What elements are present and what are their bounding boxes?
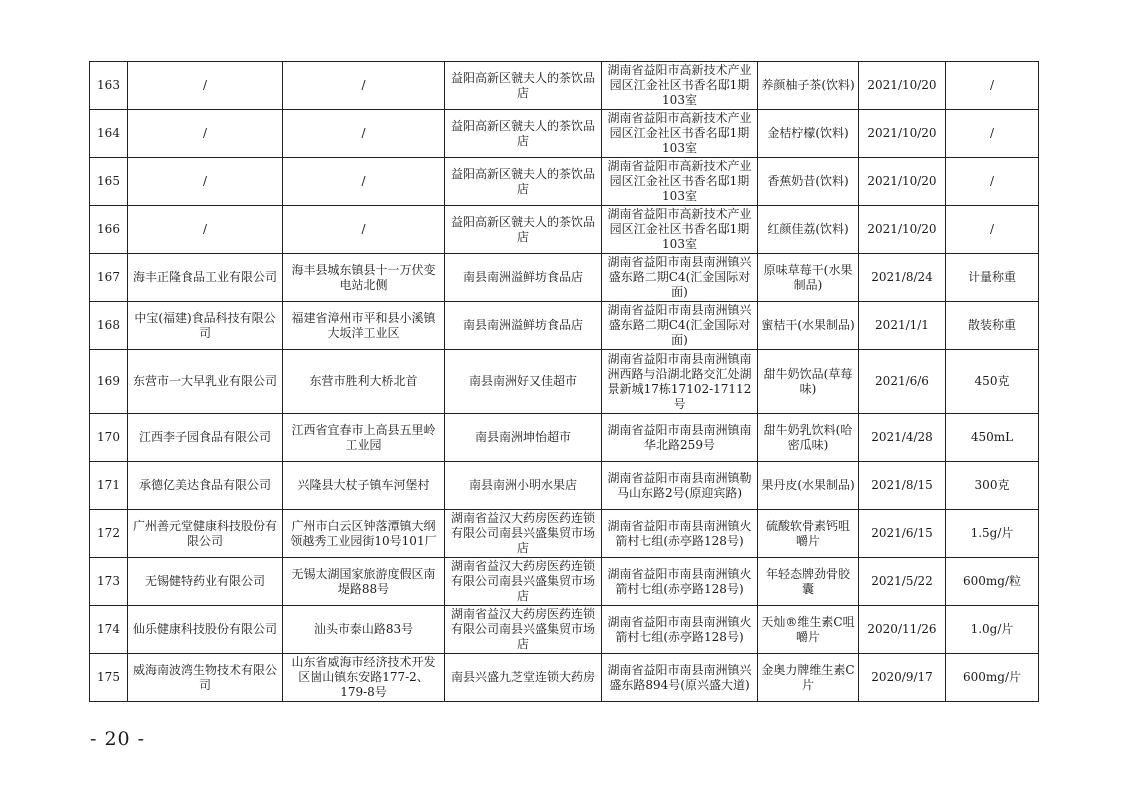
specification-cell: 1.0g/片 — [946, 606, 1039, 654]
product-name-cell: 年轻态牌劲骨胶囊 — [758, 558, 859, 606]
seller-address-cell: 湖南省益阳市高新技术产业园区江金社区书香名邸1期103室 — [602, 158, 758, 206]
seller-name-cell: 南县南洲坤怡超市 — [445, 414, 602, 462]
product-name-cell: 金奥力牌维生素C片 — [758, 654, 859, 702]
seller-address-cell: 湖南省益阳市南县南洲镇兴盛东路894号(原兴盛大道) — [602, 654, 758, 702]
manufacturer-address-cell: 汕头市泰山路83号 — [283, 606, 445, 654]
manufacturer-name-cell: 东营市一大早乳业有限公司 — [128, 350, 283, 414]
seller-address-cell: 湖南省益阳市南县南洲镇兴盛东路二期C4(汇金国际对面) — [602, 302, 758, 350]
manufacturer-name-cell: 仙乐健康科技股份有限公司 — [128, 606, 283, 654]
page-number: - 20 - — [90, 728, 146, 750]
specification-cell: / — [946, 62, 1039, 110]
manufacturer-address-cell: 广州市白云区钟落潭镇大纲领越秀工业园街10号101厂 — [283, 510, 445, 558]
manufacturer-address-cell: 福建省漳州市平和县小溪镇大坂洋工业区 — [283, 302, 445, 350]
table-row — [90, 558, 1039, 606]
table-row — [90, 302, 1039, 350]
production-date-cell: 2021/8/15 — [859, 462, 946, 510]
row-number-cell: 167 — [90, 254, 128, 302]
seller-name-cell: 益阳高新区虢夫人的茶饮品店 — [445, 62, 602, 110]
specification-cell: 450mL — [946, 414, 1039, 462]
manufacturer-name-cell: 海丰正隆食品工业有限公司 — [128, 254, 283, 302]
table-row — [90, 350, 1039, 414]
manufacturer-name-cell: 无锡健特药业有限公司 — [128, 558, 283, 606]
specification-cell: / — [946, 158, 1039, 206]
seller-address-cell: 湖南省益阳市南县南洲镇火箭村七组(赤亭路128号) — [602, 606, 758, 654]
production-date-cell: 2021/8/24 — [859, 254, 946, 302]
production-date-cell: 2021/4/28 — [859, 414, 946, 462]
row-number-cell: 175 — [90, 654, 128, 702]
specification-cell: 散装称重 — [946, 302, 1039, 350]
table-row — [90, 462, 1039, 510]
row-number-cell: 169 — [90, 350, 128, 414]
row-number-cell: 174 — [90, 606, 128, 654]
row-number-cell: 171 — [90, 462, 128, 510]
row-number-cell: 163 — [90, 62, 128, 110]
production-date-cell: 2021/10/20 — [859, 110, 946, 158]
product-name-cell: 红颜佳荔(饮料) — [758, 206, 859, 254]
production-date-cell: 2020/11/26 — [859, 606, 946, 654]
manufacturer-name-cell: 承德亿美达食品有限公司 — [128, 462, 283, 510]
manufacturer-address-cell: 兴隆县大杖子镇车河堡村 — [283, 462, 445, 510]
manufacturer-address-cell: 山东省威海市经济技术开发区崮山镇东安路177-2、179-8号 — [283, 654, 445, 702]
table-row — [90, 206, 1039, 254]
row-number-cell: 173 — [90, 558, 128, 606]
seller-address-cell: 湖南省益阳市南县南洲镇勒马山东路2号(原迎宾路) — [602, 462, 758, 510]
manufacturer-name-cell: 广州善元堂健康科技股份有限公司 — [128, 510, 283, 558]
manufacturer-address-cell: 海丰县城东镇县十一万伏变电站北侧 — [283, 254, 445, 302]
table-row — [90, 414, 1039, 462]
table-row — [90, 254, 1039, 302]
seller-address-cell: 湖南省益阳市南县南洲镇兴盛东路二期C4(汇金国际对面) — [602, 254, 758, 302]
table-row — [90, 158, 1039, 206]
product-name-cell: 养颜柚子茶(饮料) — [758, 62, 859, 110]
production-date-cell: 2021/6/15 — [859, 510, 946, 558]
manufacturer-address-cell: 江西省宜春市上高县五里岭工业园 — [283, 414, 445, 462]
seller-address-cell: 湖南省益阳市南县南洲镇南洲西路与沿湖北路交汇处湖景新城17栋17102-17112号 — [602, 350, 758, 414]
seller-address-cell: 湖南省益阳市南县南洲镇南华北路259号 — [602, 414, 758, 462]
table-row — [90, 510, 1039, 558]
production-date-cell: 2021/5/22 — [859, 558, 946, 606]
table-row — [90, 654, 1039, 702]
seller-address-cell: 湖南省益阳市高新技术产业园区江金社区书香名邸1期103室 — [602, 62, 758, 110]
specification-cell: / — [946, 206, 1039, 254]
specification-cell: 300克 — [946, 462, 1039, 510]
manufacturer-name-cell: / — [128, 110, 283, 158]
row-number-cell: 172 — [90, 510, 128, 558]
manufacturer-address-cell: 东营市胜利大桥北首 — [283, 350, 445, 414]
specification-cell: 1.5g/片 — [946, 510, 1039, 558]
seller-address-cell: 湖南省益阳市高新技术产业园区江金社区书香名邸1期103室 — [602, 110, 758, 158]
seller-name-cell: 湖南省益汉大药房医药连锁有限公司南县兴盛集贸市场店 — [445, 558, 602, 606]
manufacturer-address-cell: / — [283, 206, 445, 254]
seller-name-cell: 南县南洲小明水果店 — [445, 462, 602, 510]
manufacturer-name-cell: 江西李子园食品有限公司 — [128, 414, 283, 462]
product-name-cell: 果丹皮(水果制品) — [758, 462, 859, 510]
product-name-cell: 硫酸软骨素钙咀嚼片 — [758, 510, 859, 558]
manufacturer-name-cell: 中宝(福建)食品科技有限公司 — [128, 302, 283, 350]
table-row — [90, 606, 1039, 654]
production-date-cell: 2021/10/20 — [859, 158, 946, 206]
table-row — [90, 110, 1039, 158]
seller-address-cell: 湖南省益阳市南县南洲镇火箭村七组(赤亭路128号) — [602, 510, 758, 558]
manufacturer-address-cell: / — [283, 158, 445, 206]
seller-name-cell: 南县南洲溢鲜坊食品店 — [445, 302, 602, 350]
manufacturer-name-cell: / — [128, 158, 283, 206]
product-name-cell: 天灿®维生素C咀嚼片 — [758, 606, 859, 654]
manufacturer-name-cell: 威海南波湾生物技术有限公司 — [128, 654, 283, 702]
production-date-cell: 2021/6/6 — [859, 350, 946, 414]
seller-address-cell: 湖南省益阳市南县南洲镇火箭村七组(赤亭路128号) — [602, 558, 758, 606]
product-name-cell: 甜牛奶乳饮料(哈密瓜味) — [758, 414, 859, 462]
seller-name-cell: 益阳高新区虢夫人的茶饮品店 — [445, 110, 602, 158]
product-name-cell: 金桔柠檬(饮料) — [758, 110, 859, 158]
production-date-cell: 2021/10/20 — [859, 62, 946, 110]
seller-name-cell: 益阳高新区虢夫人的茶饮品店 — [445, 206, 602, 254]
product-name-cell: 原味草莓干(水果制品) — [758, 254, 859, 302]
row-number-cell: 164 — [90, 110, 128, 158]
seller-name-cell: 南县南洲溢鲜坊食品店 — [445, 254, 602, 302]
row-number-cell: 166 — [90, 206, 128, 254]
row-number-cell: 170 — [90, 414, 128, 462]
specification-cell: 450克 — [946, 350, 1039, 414]
results-table — [89, 61, 1039, 702]
seller-name-cell: 南县兴盛九芝堂连锁大药房 — [445, 654, 602, 702]
production-date-cell: 2021/10/20 — [859, 206, 946, 254]
seller-name-cell: 湖南省益汉大药房医药连锁有限公司南县兴盛集贸市场店 — [445, 606, 602, 654]
manufacturer-name-cell: / — [128, 62, 283, 110]
specification-cell: 计量称重 — [946, 254, 1039, 302]
row-number-cell: 168 — [90, 302, 128, 350]
manufacturer-name-cell: / — [128, 206, 283, 254]
specification-cell: 600mg/粒 — [946, 558, 1039, 606]
production-date-cell: 2021/1/1 — [859, 302, 946, 350]
product-name-cell: 甜牛奶饮品(草莓味) — [758, 350, 859, 414]
manufacturer-address-cell: / — [283, 62, 445, 110]
manufacturer-address-cell: 无锡太湖国家旅游度假区南堤路88号 — [283, 558, 445, 606]
seller-name-cell: 湖南省益汉大药房医药连锁有限公司南县兴盛集贸市场店 — [445, 510, 602, 558]
seller-name-cell: 南县南洲好又佳超市 — [445, 350, 602, 414]
product-name-cell: 蜜桔干(水果制品) — [758, 302, 859, 350]
seller-address-cell: 湖南省益阳市高新技术产业园区江金社区书香名邸1期103室 — [602, 206, 758, 254]
production-date-cell: 2020/9/17 — [859, 654, 946, 702]
product-name-cell: 香蕉奶昔(饮料) — [758, 158, 859, 206]
seller-name-cell: 益阳高新区虢夫人的茶饮品店 — [445, 158, 602, 206]
specification-cell: 600mg/片 — [946, 654, 1039, 702]
manufacturer-address-cell: / — [283, 110, 445, 158]
row-number-cell: 165 — [90, 158, 128, 206]
table-row — [90, 62, 1039, 110]
specification-cell: / — [946, 110, 1039, 158]
